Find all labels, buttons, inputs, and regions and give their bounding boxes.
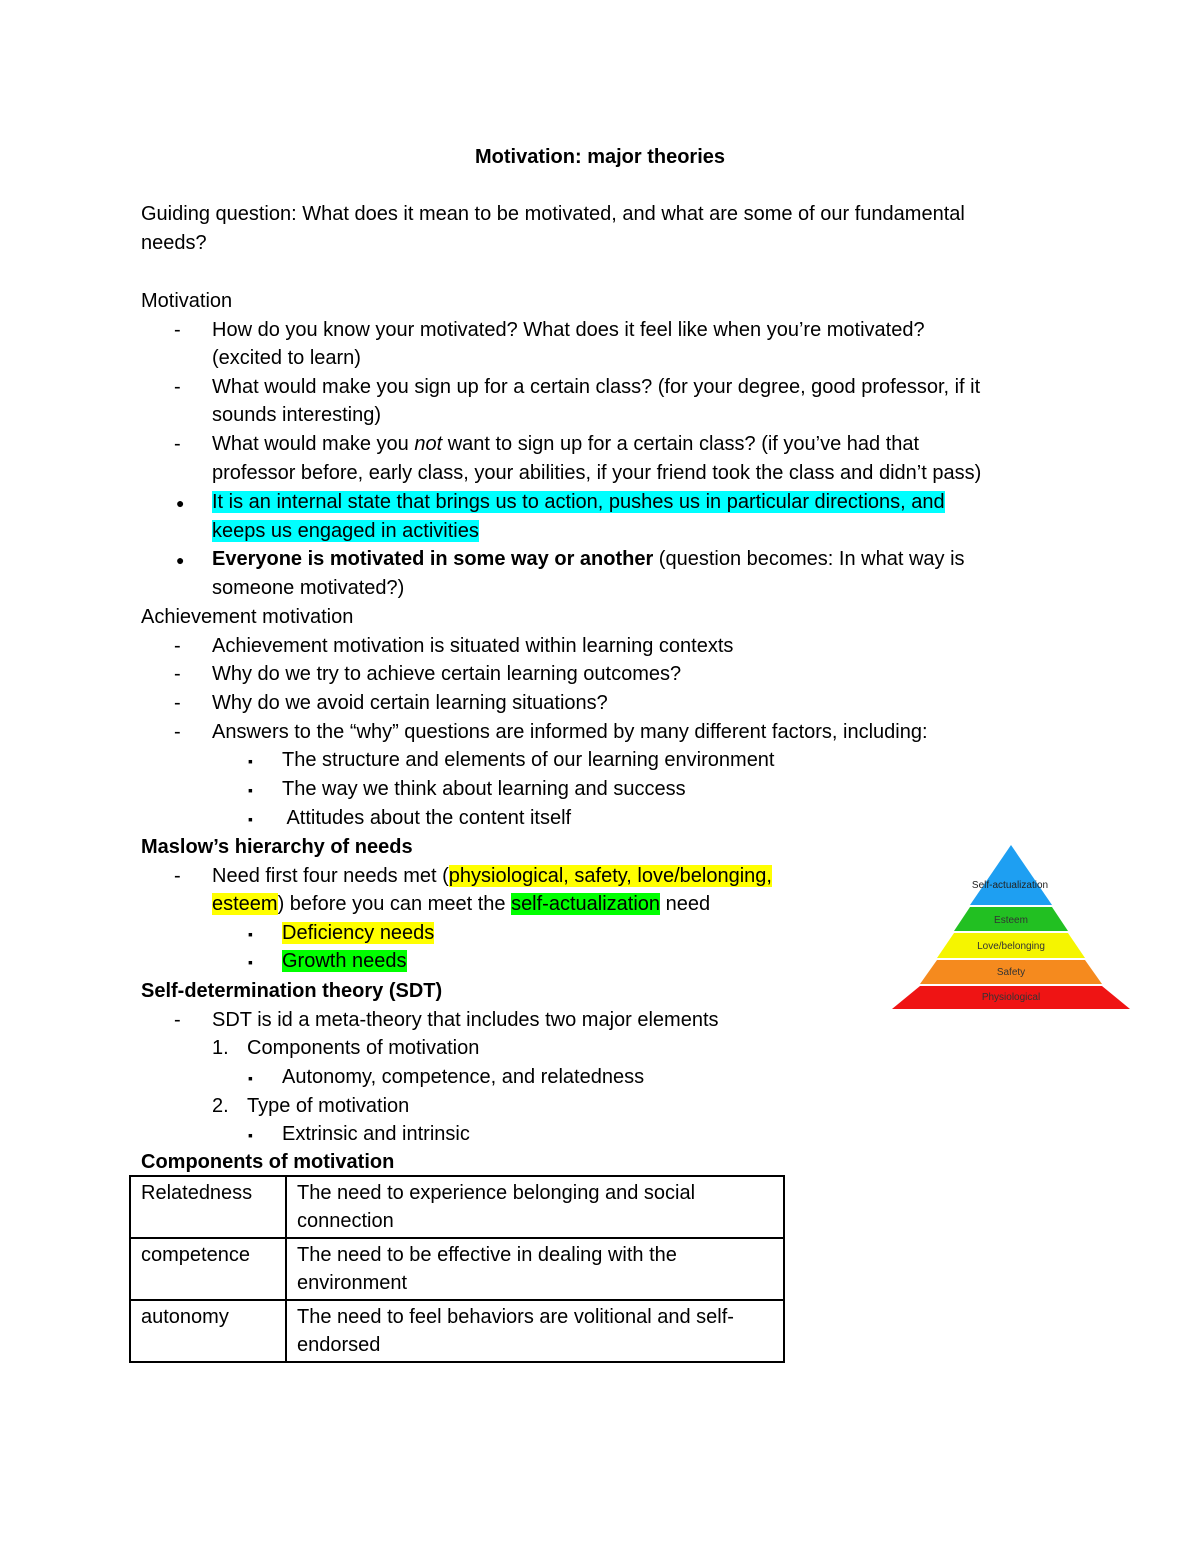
achievement-subitem: The way we think about learning and success <box>282 778 686 800</box>
achievement-heading: Achievement motivation <box>141 606 354 628</box>
dash-bullet: - <box>174 1009 181 1031</box>
emphasis-not: not <box>414 433 443 455</box>
maslow-heading: Maslow’s hierarchy of needs <box>141 836 413 858</box>
guiding-question-line2: needs? <box>141 232 207 254</box>
dash-bullet: - <box>174 663 181 685</box>
dash-bullet: - <box>174 721 181 743</box>
table-row <box>130 1176 784 1238</box>
motivation-bullet-1-line1 <box>212 488 945 516</box>
table-cell-description: The need to be effective in dealing with the environment <box>286 1238 784 1300</box>
dash-bullet: - <box>174 433 181 455</box>
list-number-1: 1. <box>212 1037 229 1059</box>
square-bullet: ▪ <box>248 1127 253 1143</box>
table-cell-description: The need to feel behaviors are volitional and self- endorsed <box>286 1300 784 1362</box>
highlight-cyan: keeps us engaged in activities <box>212 520 479 542</box>
highlight-yellow: Deficiency needs <box>282 922 435 944</box>
motivation-bullet-1-line2 <box>212 517 479 545</box>
dash-bullet: - <box>174 376 181 398</box>
highlight-yellow: esteem <box>212 893 278 915</box>
motivation-heading: Motivation <box>141 290 233 312</box>
achievement-subitem: Attitudes about the content itself <box>282 807 572 829</box>
achievement-item: Answers to the “why” questions are informed by many different factors, including: <box>212 721 928 743</box>
pyramid-label-love-belonging: Love/belonging <box>977 941 1045 952</box>
components-heading: Components of motivation <box>141 1151 395 1173</box>
table-cell-term: autonomy <box>130 1300 286 1362</box>
motivation-item-2-line2: sounds interesting) <box>212 404 381 426</box>
list-number-2: 2. <box>212 1095 229 1117</box>
page-title: Motivation: major theories <box>474 146 726 168</box>
table-cell-description: The need to experience belonging and social connection <box>286 1176 784 1238</box>
achievement-subitem: The structure and elements of our learning environment <box>282 749 775 771</box>
maslow-item-line2: esteem) before you can meet the self-actualization need <box>212 893 711 915</box>
achievement-item: Achievement motivation is situated within learning contexts <box>212 635 734 657</box>
table-row <box>130 1300 784 1362</box>
highlight-cyan: It is an internal state that brings us to action, pushes us in particular directions, and <box>212 491 945 513</box>
deficiency-needs <box>282 919 434 947</box>
motivation-item-3-line2: professor before, early class, your abilities, if your friend took the class and didn’t pass) <box>212 462 982 484</box>
sdt-element-2-sub: Extrinsic and intrinsic <box>282 1123 470 1145</box>
motivation-item-1-line2: (excited to learn) <box>212 347 361 369</box>
table-cell-term: competence <box>130 1238 286 1300</box>
sdt-element-1-sub: Autonomy, competence, and relatedness <box>282 1066 645 1088</box>
components-table <box>129 1175 785 1363</box>
pyramid-label-esteem: Esteem <box>994 915 1028 926</box>
pyramid-level-self-actualization <box>970 845 1052 905</box>
motivation-item-1-line1: How do you know your motivated? What does it feel like when you’re motivated? <box>212 319 925 341</box>
square-bullet: ▪ <box>248 782 253 798</box>
pyramid-label-safety: Safety <box>996 967 1026 978</box>
motivation-bullet-2-line2: someone motivated?) <box>212 577 405 599</box>
dash-bullet: - <box>174 319 181 341</box>
square-bullet: ▪ <box>248 811 253 827</box>
highlight-green: self-actualization <box>511 893 661 915</box>
square-bullet: ▪ <box>248 926 253 942</box>
growth-needs <box>282 947 407 975</box>
sdt-item: SDT is id a meta-theory that includes two major elements <box>212 1009 719 1031</box>
motivation-item-3-line1: What would make you not want to sign up for a certain class? (if you’ve had that <box>212 433 920 455</box>
maslow-item-line1: Need first four needs met (physiological, safety, love/belonging, <box>212 865 772 887</box>
achievement-item: Why do we avoid certain learning situations? <box>212 692 608 714</box>
motivation-item-2-line1: What would make you sign up for a certain class? (for your degree, good professor, if it <box>212 376 981 398</box>
dash-bullet: - <box>174 865 181 887</box>
pyramid-label-self-actualization: Self-actualization <box>971 880 1049 891</box>
dash-bullet: - <box>174 692 181 714</box>
dot-bullet: ● <box>176 552 185 568</box>
dot-bullet: ● <box>176 495 185 511</box>
table-cell-term: Relatedness <box>130 1176 286 1238</box>
dash-bullet: - <box>174 635 181 657</box>
achievement-item: Why do we try to achieve certain learning outcomes? <box>212 663 682 685</box>
square-bullet: ▪ <box>248 954 253 970</box>
sdt-heading: Self-determination theory (SDT) <box>141 980 443 1002</box>
motivation-bullet-2-line1: Everyone is motivated in some way or another (question becomes: In what way is <box>212 548 965 570</box>
maslow-pyramid-image <box>890 843 1132 1011</box>
square-bullet: ▪ <box>248 1070 253 1086</box>
table-row <box>130 1238 784 1300</box>
guiding-question-line1: Guiding question: What does it mean to be motivated, and what are some of our fundamental <box>141 203 965 225</box>
square-bullet: ▪ <box>248 753 253 769</box>
highlight-yellow: physiological, safety, love/belonging, <box>448 865 772 887</box>
pyramid-label-physiological: Physiological <box>981 992 1041 1003</box>
sdt-element-1: Components of motivation <box>247 1037 480 1059</box>
sdt-element-2: Type of motivation <box>247 1095 410 1117</box>
highlight-green: Growth needs <box>282 950 407 972</box>
